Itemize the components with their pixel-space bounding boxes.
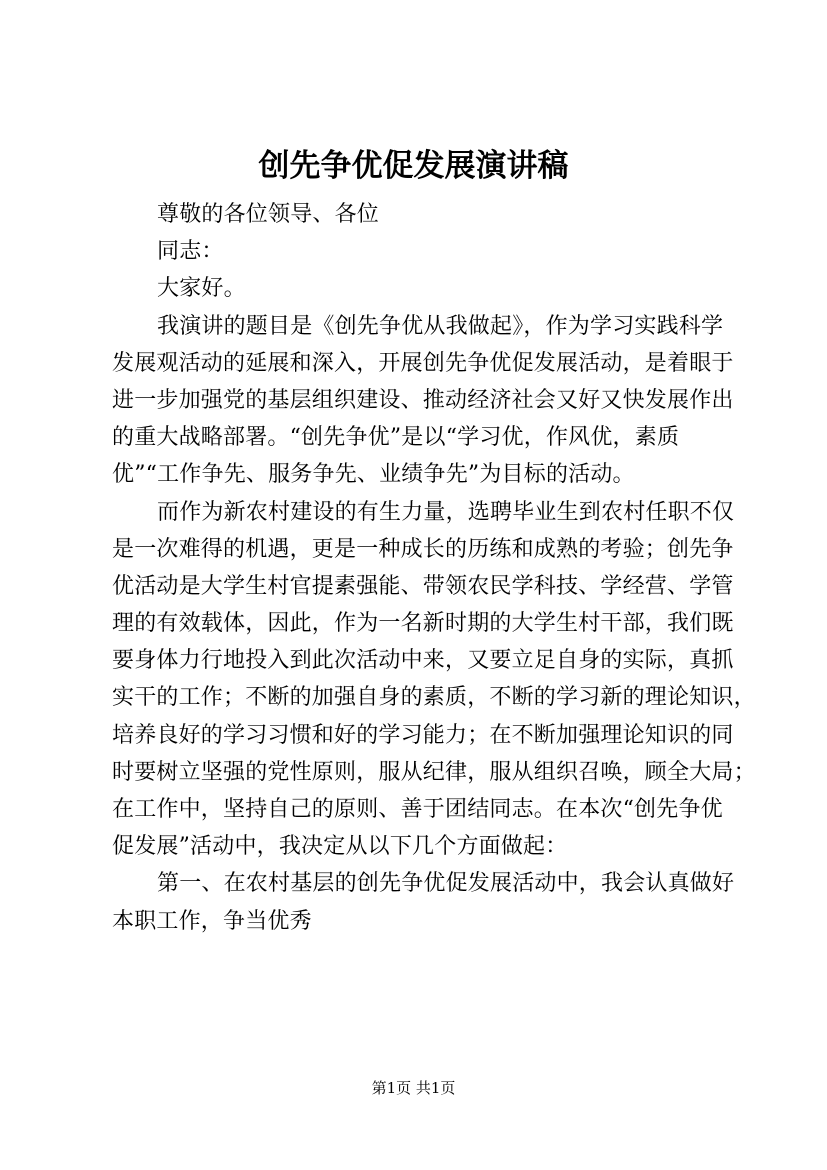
text-line: 是一次难得的机遇，更是一种成长的历练和成熟的考验；创先争 <box>112 536 734 562</box>
text-line: 同志： <box>157 239 224 265</box>
document-title: 创先争优促发展演讲稿 <box>258 148 569 184</box>
document-body <box>112 196 756 940</box>
text-line: 我演讲的题目是《创先争优从我做起》，作为学习实践科学 <box>157 313 724 339</box>
text-line: 的重大战略部署。“创先争优”是以“学习优，作风优，素质 <box>112 425 680 451</box>
text-line: 时要树立坚强的党性原则，服从纪律，服从组织召唤，顾全大局； <box>112 759 756 785</box>
text-line: 培养良好的学习习惯和好的学习能力；在不断加强理论知识的同 <box>112 722 734 748</box>
salutation-paragraph-2 <box>112 233 720 270</box>
paragraph-village-officials <box>112 494 756 866</box>
text-line: 进一步加强党的基层组织建设、推动经济社会又好又快发展作出 <box>112 387 734 413</box>
text-line: 实干的工作；不断的加强自身的素质，不断的学习新的理论知识， <box>112 685 756 711</box>
text-line: 优活动是大学生村官提素强能、带领农民学科技、学经营、学管 <box>112 573 734 599</box>
text-line: 促发展”活动中，我决定从以下几个方面做起： <box>112 834 568 860</box>
text-line: 发展观活动的延展和深入，开展创先争优促发展活动，是着眼于 <box>112 350 734 376</box>
text-line: 而作为新农村建设的有生力量，选聘毕业生到农村任职不仅 <box>157 499 735 525</box>
paragraph-speech-topic <box>112 308 734 494</box>
text-line: 尊敬的各位领导、各位 <box>157 202 380 227</box>
text-line: 优”“工作争先、服务争先、业绩争先”为目标的活动。 <box>112 462 635 488</box>
text-line: 要身体力行地投入到此次活动中来，又要立足自身的实际，真抓 <box>112 648 734 674</box>
text-line: 本职工作，争当优秀 <box>112 908 312 934</box>
greeting-paragraph <box>112 270 720 307</box>
page-footer: 第1页 共1页 <box>371 1079 456 1097</box>
text-line: 理的有效载体，因此，作为一名新时期的大学生村干部，我们既 <box>112 611 734 637</box>
text-line: 在工作中，坚持自己的原则、善于团结同志。在本次“创先争优 <box>112 797 723 822</box>
salutation-paragraph-1 <box>112 196 720 233</box>
paragraph-first-point <box>112 865 735 939</box>
text-line: 第一、在农村基层的创先争优促发展活动中，我会认真做好 <box>157 871 735 897</box>
text-line: 大家好。 <box>157 276 246 302</box>
